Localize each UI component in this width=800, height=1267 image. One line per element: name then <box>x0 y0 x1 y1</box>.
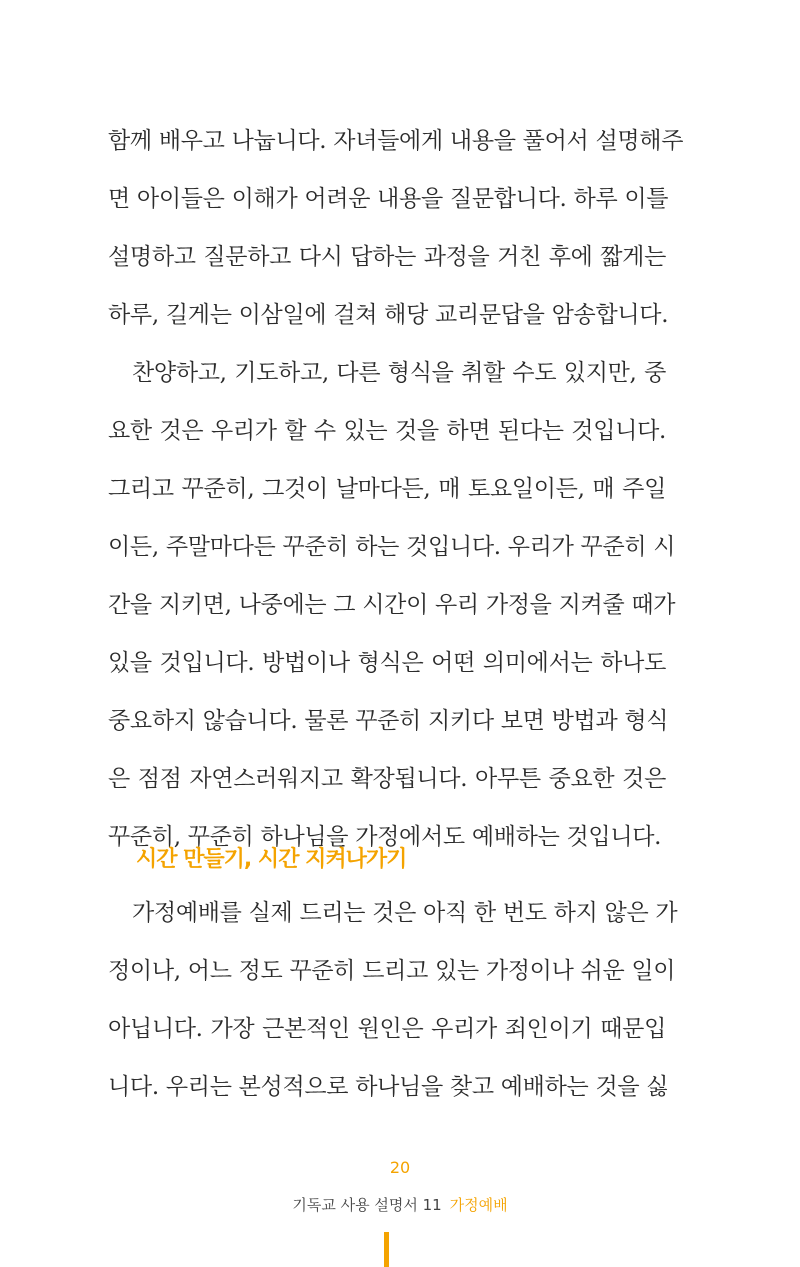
running-title <box>0 1194 800 1215</box>
text-line: 니다. 우리는 본성적으로 하나님을 찾고 예배하는 것을 싫 <box>108 1074 669 1100</box>
paragraph-1 <box>108 112 684 344</box>
text-line: 찬양하고, 기도하고, 다른 형식을 취할 수도 있지만, 중 <box>132 360 666 386</box>
text-line: 아닙니다. 가장 근본적인 원인은 우리가 죄인이기 때문입 <box>108 1016 666 1042</box>
text-line: 은 점점 자연스러워지고 확장됩니다. 아무튼 중요한 것은 <box>108 766 666 792</box>
body-text-block <box>108 112 684 866</box>
paragraph-3 <box>108 884 678 1116</box>
text-line: 함께 배우고 나눕니다. 자녀들에게 내용을 풀어서 설명해주 <box>108 128 684 154</box>
page-number: 20 <box>389 1158 411 1177</box>
paragraph-2 <box>108 344 676 866</box>
text-line: 있을 것입니다. 방법이나 형식은 어떤 의미에서는 하나도 <box>108 650 666 676</box>
text-line: 중요하지 않습니다. 물론 꾸준히 지키다 보면 방법과 형식 <box>108 708 669 734</box>
text-line: 가정예배를 실제 드리는 것은 아직 한 번도 하지 않은 가 <box>132 900 678 926</box>
text-line: 정이나, 어느 정도 꾸준히 드리고 있는 가정이나 쉬운 일이 <box>108 958 676 984</box>
text-line: 하루, 길게는 이삼일에 걸쳐 해당 교리문답을 암송합니다. <box>108 302 669 328</box>
text-line: 요한 것은 우리가 할 수 있는 것을 하면 된다는 것입니다. <box>108 418 666 444</box>
text-line: 꾸준히, 꾸준히 하나님을 가정에서도 예배하는 것입니다. <box>108 824 662 850</box>
text-line: 간을 지키면, 나중에는 그 시간이 우리 가정을 지켜줄 때가 <box>108 592 676 618</box>
footer-accent-bar <box>384 1232 389 1267</box>
section-heading: 시간 만들기, 시간 지켜나가기 <box>136 847 407 872</box>
body-text-block-2 <box>108 884 678 1116</box>
book-subtitle: 가정예배 <box>449 1196 508 1214</box>
book-title: 기독교 사용 설명서 11 <box>292 1196 442 1214</box>
text-line: 면 아이들은 이해가 어려운 내용을 질문합니다. 하루 이틀 <box>108 186 669 212</box>
text-line: 이든, 주말마다든 꾸준히 하는 것입니다. 우리가 꾸준히 시 <box>108 534 676 560</box>
text-line: 설명하고 질문하고 다시 답하는 과정을 거친 후에 짧게는 <box>108 244 666 270</box>
text-line: 그리고 꾸준히, 그것이 날마다든, 매 토요일이든, 매 주일 <box>108 476 666 502</box>
